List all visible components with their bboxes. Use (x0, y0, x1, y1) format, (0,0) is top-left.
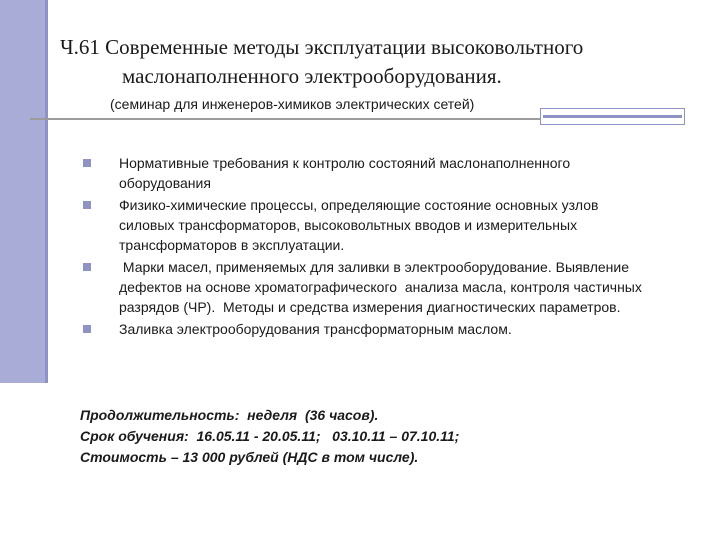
slide-subtitle: (семинар для инженеров-химиков электрических сетей) (110, 96, 475, 112)
left-accent-bar (0, 0, 45, 383)
bullet-text: Физико-химические процессы, определяющие состояние основных узлов силовых трансформаторов, высоковольтных вводов и измерительных трансформаторов в эксплуатации. (119, 197, 599, 253)
course-info (80, 405, 680, 468)
bullet-text: Нормативные требования к контролю состояний маслонаполненного оборудования (119, 155, 571, 191)
course-cost: Стоимость – 13 000 рублей (НДС в том числе). (80, 449, 419, 465)
bullet-item (83, 257, 646, 317)
course-dates: Срок обучения: 16.05.11 - 20.05.11; 03.10.11 – 07.10.11; (80, 428, 460, 444)
course-duration: Продолжительность: неделя (36 часов). (80, 407, 379, 423)
bullet-square-icon (83, 201, 91, 209)
bullet-square-icon (83, 325, 91, 333)
left-accent-bar-edge (45, 0, 48, 383)
bullet-item (83, 319, 643, 339)
slide-title (60, 33, 700, 91)
bullet-text: Марки масел, применяемых для заливки в электрооборудование. Выявление дефектов на основе хроматографического анализа масла, контроля частичных разрядов (ЧР). Методы и средства измерения диагностических параметров. (119, 259, 646, 315)
bullet-item (83, 195, 643, 255)
bullet-item (83, 153, 643, 193)
bullet-text: Заливка электрооборудования трансформаторным маслом. (119, 321, 512, 337)
bullet-list (83, 153, 646, 341)
bullet-square-icon (83, 159, 91, 167)
title-divider-accent (540, 108, 685, 125)
bullet-square-icon (83, 263, 91, 271)
title-line-1: Ч.61 Современные методы эксплуатации высоковольтного (60, 35, 584, 59)
title-line-2: маслонаполненного электрооборудования. (122, 64, 502, 88)
